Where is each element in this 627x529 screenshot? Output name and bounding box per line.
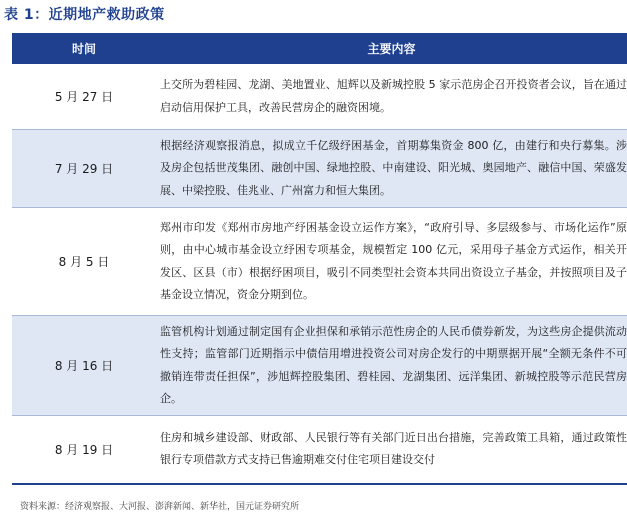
row-content: 根据经济观察报消息，拟成立千亿级纾困基金，首期募集资金 800 亿，由建行和央行募集。涉及房企包括世茂集团、融创中国、绿地控股、中南建设、阳光城、奥园地产、融信中国、荣盛发展、中梁控股、佳兆业、广州富力和恒大集团。 [156,130,627,208]
row-date: 7 月 29 日 [12,130,156,208]
row-date: 8 月 19 日 [12,416,156,484]
table-row [12,316,627,416]
row-content: 郑州市印发《郑州市房地产纾困基金设立运作方案》，“政府引导、多层级参与、市场化运作”原则，由中心城市基金设立纾困专项基金，规模暂定 100 亿元，采用母子基金方式运作，相关开发区、区县（市）根据纾困项目，吸引不同类型社会资本共同出资设立子基金，并按照项目及子基金设立情况，资金分期到位。 [156,208,627,316]
table-row [12,130,627,208]
table-row [12,416,627,484]
policy-table [12,33,627,485]
table-row [12,208,627,316]
table-row [12,64,627,130]
row-content: 上交所为碧桂园、龙湖、美地置业、旭辉以及新城控股 5 家示范房企召开投资者会议，旨在通过启动信用保护工具，改善民营房企的融资困境。 [156,64,627,130]
header-cell-content: 主要内容 [156,33,627,64]
row-date: 8 月 16 日 [12,316,156,416]
row-content: 住房和城乡建设部、财政部、人民银行等有关部门近日出台措施，完善政策工具箱，通过政策性银行专项借款方式支持已售逾期难交付住宅项目建设交付 [156,416,627,484]
row-content: 监管机构计划通过制定国有企业担保和承销示范性房企的人民币债券新发，为这些房企提供流动性支持；监管部门近期指示中债信用增进投资公司对房企发行的中期票据开展“全额无条件不可撤销连带责任担保”，涉旭辉控股集团、碧桂园、龙湖集团、远洋集团、新城控股等示范民营房企。 [156,316,627,416]
source-note: 资料来源：经济观察报、大河报、澎湃新闻、新华社，国元证券研究所 [20,502,300,512]
table-header [12,33,627,64]
row-date: 8 月 5 日 [12,208,156,316]
table-body [12,64,627,484]
header-row [12,33,627,64]
row-date: 5 月 27 日 [12,64,156,130]
table-title: 表 1：近期地产救助政策 [4,7,165,23]
header-cell-time: 时间 [12,33,156,64]
